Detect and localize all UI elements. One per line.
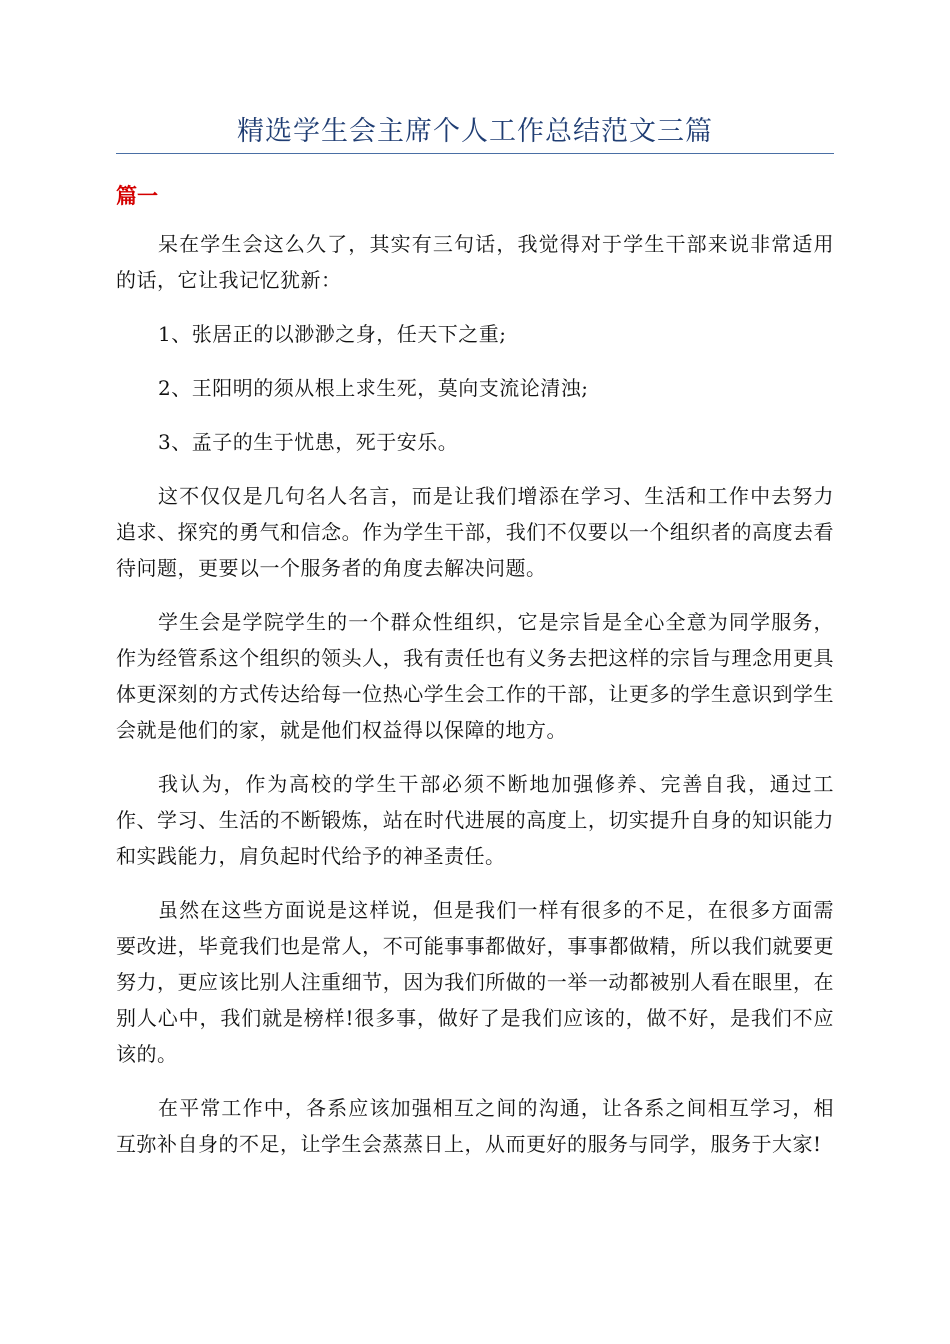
- quote-list-item: 1、张居正的以渺渺之身，任天下之重;: [158, 322, 507, 346]
- quote-list-item: 2、王阳明的须从根上求生死，莫向支流论清浊;: [158, 376, 589, 400]
- title-divider: [116, 153, 834, 154]
- paragraph: 在平常工作中，各系应该加强相互之间的沟通，让各系之间相互学习，相互弥补自身的不足，让学生会蒸蒸日上，从而更好的服务与同学，服务于大家!: [116, 1096, 834, 1156]
- paragraph: 呆在学生会这么久了，其实有三句话，我觉得对于学生干部来说非常适用的话，它让我记忆犹新：: [116, 232, 834, 292]
- paragraph: 这不仅仅是几句名人名言，而是让我们增添在学习、生活和工作中去努力追求、探究的勇气和信念。作为学生干部，我们不仅要以一个组织者的高度去看待问题，更要以一个服务者的角度去解决问题。: [116, 484, 834, 580]
- document-title: 精选学生会主席个人工作总结范文三篇: [237, 116, 713, 147]
- paragraph: 我认为，作为高校的学生干部必须不断地加强修养、完善自我，通过工作、学习、生活的不断锻炼，站在时代进展的高度上，切实提升自身的知识能力和实践能力，肩负起时代给予的神圣责任。: [116, 772, 834, 868]
- document-body: [116, 226, 834, 1180]
- paragraph: 虽然在这些方面说是这样说，但是我们一样有很多的不足，在很多方面需要改进，毕竟我们也是常人，不可能事事都做好，事事都做精，所以我们就要更努力，更应该比别人注重细节，因为我们所做的一举一动都被别人看在眼里，在别人心中，我们就是榜样!很多事，做好了是我们应该的，做不好，是我们不应该的。: [116, 898, 834, 1066]
- quote-list-item: 3、孟子的生于忧患，死于安乐。: [158, 430, 459, 454]
- section-heading: 篇一: [116, 183, 158, 208]
- paragraph: 学生会是学院学生的一个群众性组织，它是宗旨是全心全意为同学服务，作为经管系这个组织的领头人，我有责任也有义务去把这样的宗旨与理念用更具体更深刻的方式传达给每一位热心学生会工作的干部，让更多的学生意识到学生会就是他们的家，就是他们权益得以保障的地方。: [116, 610, 834, 742]
